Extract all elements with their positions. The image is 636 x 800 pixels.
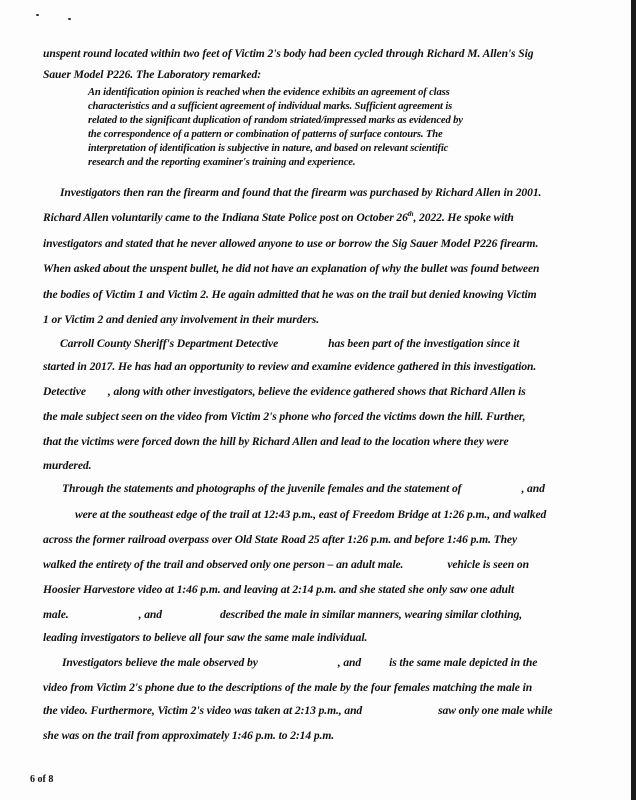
para3-line4: the male subject seen on the video from Victim 2's phone who forced the victims down the hill. Further, — [43, 410, 526, 423]
para5-line2: video from Victim 2's phone due to the descriptions of the male by the four females matching the male in — [43, 681, 533, 694]
para2-line1: Investigators then ran the firearm and found that the firearm was purchased by Richard Allen in 2001. — [60, 186, 542, 199]
page-number: 6 of 8 — [30, 774, 54, 785]
quote-line: research and the reporting examiner's training and experience. — [88, 157, 356, 168]
para2-line5: the bodies of Victim 1 and Victim 2. He again admitted that he was on the trail but denied knowing Victim — [43, 288, 537, 301]
para3-line3: Detective , along with other investigators, believe the evidence gathered shows that Richard Allen is — [43, 385, 526, 398]
para1-line1: unspent round located within two feet of Victim 2's body had been cycled through Richard M. Allen's Sig — [43, 47, 534, 60]
para4-line3: across the former railroad overpass over Old State Road 25 after 1:26 p.m. and before 1:46 p.m. They — [43, 533, 518, 546]
para2-line2: Richard Allen voluntarily came to the Indiana State Police post on October 26th, 2022. He spoke with — [43, 210, 514, 224]
para2-line3: investigators and stated that he never allowed anyone to use or borrow the Sig Sauer Model P226 firearm. — [43, 237, 539, 250]
para3-line1: Carroll County Sheriff's Department Detective has been part of the investigation since it — [60, 337, 520, 350]
para3-line5: that the victims were forced down the hill by Richard Allen and lead to the location where they were — [43, 435, 509, 448]
para5-line3: the video. Furthermore, Victim 2's video was taken at 2:13 p.m., and saw only one male while — [43, 704, 553, 717]
scan-speck — [36, 14, 39, 16]
quote-line: An identification opinion is reached when the evidence exhibits an agreement of class — [88, 87, 450, 98]
para5-line4: she was on the trail from approximately 1:46 p.m. to 2:14 p.m. — [43, 729, 335, 742]
quote-line: the correspondence of a pattern or combination of patterns of surface contours. The — [88, 129, 443, 140]
para4-line7: leading investigators to believe all four saw the same male individual. — [43, 631, 368, 644]
para4-line5: Hoosier Harvestore video at 1:46 p.m. and leaving at 2:14 p.m. and she stated she only saw one adult — [43, 583, 515, 596]
scan-speck — [68, 18, 71, 20]
para2-line4: When asked about the unspent bullet, he did not have an explanation of why the bullet was found between — [43, 262, 540, 275]
para3-line2: started in 2017. He has had an opportunity to review and examine evidence gathered in this investigation. — [43, 360, 537, 373]
para5-line1: Investigators believe the male observed by , and is the same male depicted in the — [62, 656, 538, 669]
para2-line6: 1 or Victim 2 and denied any involvement in their murders. — [43, 313, 320, 326]
quote-line: characteristics and a sufficient agreement of individual marks. Sufficient agreement is — [88, 101, 453, 112]
quote-line: related to the significant duplication of random striated/impressed marks as evidenced by — [88, 115, 463, 126]
para3-line6: murdered. — [43, 459, 92, 472]
para1-line2: Sauer Model P226. The Laboratory remarked: — [43, 68, 262, 81]
quote-line: interpretation of identification is subjective in nature, and based on relevant scientific — [88, 143, 449, 154]
para4-line6: male. , and described the male in similar manners, wearing similar clothing, — [43, 608, 523, 621]
para4-line1: Through the statements and photographs of the juvenile females and the statement of , and — [62, 482, 545, 495]
scan-border — [631, 0, 636, 800]
para4-line2: were at the southeast edge of the trail at 12:43 p.m., east of Freedom Bridge at 1:26 p.m., and walked — [75, 508, 547, 521]
para4-line4: walked the entirety of the trail and observed only one person – an adult male. vehicle is seen on — [43, 558, 529, 571]
